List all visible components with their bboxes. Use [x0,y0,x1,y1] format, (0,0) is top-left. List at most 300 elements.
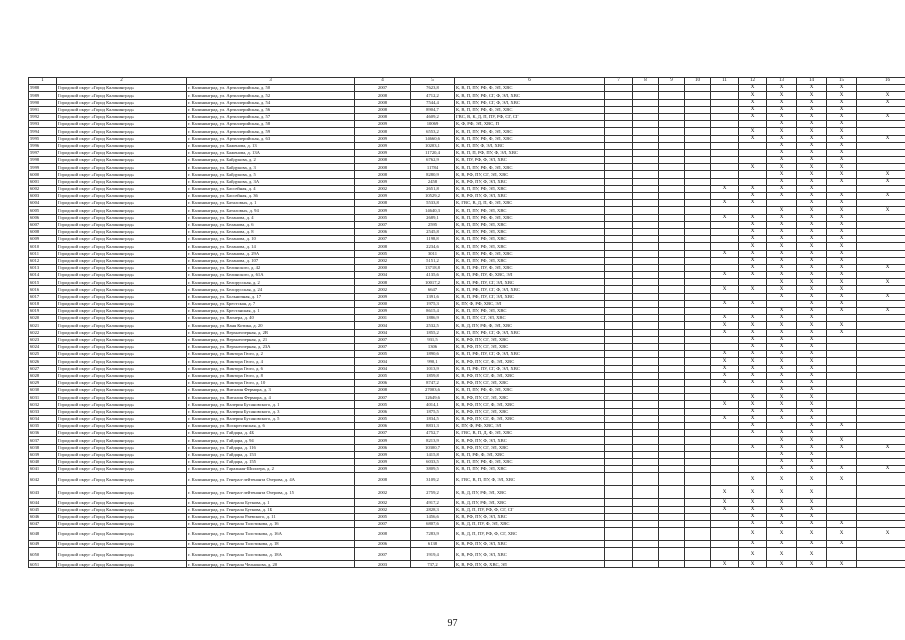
table-cell: 4712,2 [411,92,455,99]
table-cell [605,423,633,430]
mark-cell: X [797,451,827,458]
mark-cell: X [797,214,827,221]
table-row [29,236,905,243]
table-cell: 2007 [355,85,411,92]
mark-cell [827,394,857,401]
mark-cell: X [827,171,857,178]
table-cell: К, В, П, ПУ, РФ, Ф, ЭЛ, ХВС [455,164,605,171]
table-cell: К, В, П, ПУ, Ф, ЭЛ, ХВС [455,142,605,149]
mark-cell: X [857,178,905,185]
table-cell [633,486,659,499]
mark-cell [711,336,739,343]
row-number-cell: 6013 [29,264,57,271]
mark-cell [711,430,739,437]
table-cell: К, В, РФ, ПУ, СГ, ЭЛ, ХВС [455,336,605,343]
table-cell [633,106,659,113]
table-cell: К, ГВС, В, П, Д, Ф, ЭЛ, ХВС [455,430,605,437]
table-cell [605,408,633,415]
mark-cell [857,214,905,221]
table-cell: 13718,8 [411,264,455,271]
table-cell [659,293,685,300]
table-cell: Городской округ «Город Калининград» [57,236,187,243]
table-cell: 4752,7 [411,430,455,437]
table-cell [659,458,685,465]
table-cell [685,214,711,221]
table-row [29,257,905,264]
table-cell [659,243,685,250]
table-row [29,164,905,171]
table-row [29,250,905,257]
table-cell [685,520,711,527]
mark-cell [857,513,905,520]
table-cell: К, В, П, ПУ, РФ, Ф, ЭЛ, ХВС [455,128,605,135]
mark-cell [827,486,857,499]
table-cell [659,329,685,336]
row-number-cell: 6021 [29,322,57,329]
mark-cell [857,315,905,322]
mark-cell [857,365,905,372]
table-cell [685,513,711,520]
row-number-cell: 5999 [29,164,57,171]
mark-cell: X [767,415,797,422]
table-cell: 6033,5 [411,458,455,465]
mark-cell [739,451,767,458]
table-cell [685,548,711,561]
table-cell [685,185,711,192]
mark-cell: X [827,221,857,228]
table-cell: 2008 [355,164,411,171]
mark-cell: X [711,322,739,329]
table-cell [685,300,711,307]
table-cell [605,164,633,171]
mark-cell: X [711,200,739,207]
table-cell: К, В, П, ПУ, РФ, Ф, ЭЛ, ХВС [455,458,605,465]
table-cell: К, В, П, ПУ, РФ, ЭЛ, ХВС [455,308,605,315]
table-cell: Городской округ «Город Калининград» [57,193,187,200]
table-cell [633,142,659,149]
table-cell: 2759,2 [411,486,455,499]
table-cell: Городской округ «Город Калининград» [57,308,187,315]
table-row [29,365,905,372]
table-cell: 2001 [355,315,411,322]
table-cell [633,157,659,164]
column-header: 1 [29,78,57,85]
table-cell [633,372,659,379]
row-number-cell: 6017 [29,293,57,300]
table-cell: 2009 [355,466,411,473]
table-cell: Городской округ «Город Калининград» [57,561,187,568]
mark-cell [857,561,905,568]
mark-cell: X [739,214,767,221]
mark-cell: X [767,401,797,408]
table-cell [605,193,633,200]
table-row [29,351,905,358]
table-cell: г. Калининград, ул. Виктора Гюго, д. 4 [187,358,355,365]
table-cell: 2007 [355,430,411,437]
table-cell: 2545,8 [411,228,455,235]
table-cell [659,236,685,243]
table-cell: К, В, П, П, РФ, ПУ, Ф, ЭЛ, ХВС [455,149,605,156]
mark-cell: X [739,193,767,200]
mark-cell [857,343,905,350]
table-row [29,548,905,561]
table-cell [685,401,711,408]
row-number-cell: 6049 [29,541,57,548]
mark-cell [711,228,739,235]
table-cell [685,121,711,128]
mark-cell: X [739,221,767,228]
table-cell [685,149,711,156]
table-cell: 2006 [355,541,411,548]
table-cell: К, В, П, ПУ, РФ, ЭЛ, ХВС [455,207,605,214]
mark-cell: X [857,264,905,271]
table-cell: 1875,5 [411,408,455,415]
table-cell [605,257,633,264]
table-cell: К, В, П, ПУ, РФ, СГ, Ф, ЭЛ, ХВС [455,99,605,106]
table-cell: 2007 [355,548,411,561]
table-cell [659,430,685,437]
mark-cell [711,541,739,548]
table-cell [659,473,685,486]
mark-cell: X [827,207,857,214]
table-cell [605,113,633,120]
table-cell: 2004 [355,329,411,336]
table-cell: Городской округ «Город Калининград» [57,408,187,415]
table-row [29,329,905,336]
table-cell [659,394,685,401]
mark-cell: X [767,149,797,156]
mark-cell: X [797,221,827,228]
mark-cell: X [797,408,827,415]
table-cell: 1198,8 [411,236,455,243]
mark-cell [827,430,857,437]
row-number-cell: 6016 [29,286,57,293]
mark-cell [857,408,905,415]
row-number-cell: 6008 [29,228,57,235]
mark-cell [711,394,739,401]
table-cell: 1456,6 [411,513,455,520]
table-cell: 1886,9 [411,315,455,322]
table-cell [633,506,659,513]
table-cell [605,200,633,207]
table-cell [605,379,633,386]
table-cell [605,528,633,541]
table-cell [605,214,633,221]
row-number-cell: 6001 [29,178,57,185]
table-cell [659,157,685,164]
row-number-cell: 6029 [29,379,57,386]
mark-cell: X [827,243,857,250]
row-number-cell: 6040 [29,458,57,465]
table-cell: 2009 [355,458,411,465]
table-cell [633,293,659,300]
table-row [29,243,905,250]
mark-cell: X [797,541,827,548]
table-cell: 2002 [355,499,411,506]
mark-cell: X [711,365,739,372]
mark-cell [711,466,739,473]
mark-cell [767,423,797,430]
table-cell: 2008 [355,157,411,164]
mark-cell: X [797,178,827,185]
table-cell: К, В, П, РФ, ПУ, СГ, ЭЛ, ХВС [455,293,605,300]
mark-cell [827,499,857,506]
mark-cell: X [739,444,767,451]
table-cell [659,548,685,561]
table-cell: г. Калининград, ул. Гайдара, д. 155 [187,458,355,465]
mark-cell: X [739,185,767,192]
table-cell: Городской округ «Город Калининград» [57,499,187,506]
mark-cell: X [739,264,767,271]
table-cell [633,243,659,250]
table-cell [659,250,685,257]
mark-cell: X [767,336,797,343]
table-cell: Городской округ «Город Калининград» [57,513,187,520]
table-cell [633,178,659,185]
mark-cell: X [739,408,767,415]
mark-cell: X [797,264,827,271]
mark-cell: X [857,207,905,214]
table-cell: К, Ф, РФ, ЭЛ, ХВС, П [455,121,605,128]
table-cell [659,113,685,120]
mark-cell [827,458,857,465]
mark-cell: X [739,486,767,499]
table-cell: К, В, Д, ПУ, РФ, Ф, ЭЛ, ХВС [455,322,605,329]
mark-cell: X [767,85,797,92]
table-cell: Городской округ «Город Калининград» [57,128,187,135]
mark-cell: X [827,135,857,142]
table-cell: 2532,5 [411,322,455,329]
table-cell [605,236,633,243]
table-cell: Городской округ «Город Калининград» [57,113,187,120]
table-cell [659,135,685,142]
table-cell: г. Калининград, ул. Байдукова, д. 3 [187,164,355,171]
table-cell: 3109,2 [411,473,455,486]
mark-cell: X [827,437,857,444]
table-cell [633,437,659,444]
table-cell: 10300,7 [411,444,455,451]
table-cell: Городской округ «Город Калининград» [57,171,187,178]
table-cell: 1415,8 [411,451,455,458]
mark-cell: X [739,343,767,350]
table-cell: г. Калининград, ул. Виктора Гюго, д. 2 [187,351,355,358]
table-cell: г. Калининград, ул. Беланова, д. 14 [187,243,355,250]
column-header: 6 [455,78,605,85]
table-cell: г. Калининград, ул. Гайдара, д. 153 [187,451,355,458]
mark-cell [827,401,857,408]
table-cell: 2234,6 [411,243,455,250]
table-row [29,520,905,527]
table-cell: 2009 [355,121,411,128]
table-cell: 6762,9 [411,157,455,164]
table-cell [633,329,659,336]
mark-cell [711,99,739,106]
table-cell [659,128,685,135]
table-cell: г. Калининград, ул. Беланова, д. 8 [187,228,355,235]
table-cell: 27003,6 [411,387,455,394]
mark-cell: X [739,513,767,520]
mark-cell [857,228,905,235]
table-cell [659,257,685,264]
table-cell [659,379,685,386]
mark-cell: X [767,279,797,286]
mark-cell: X [739,135,767,142]
table-cell: 1834,5 [411,415,455,422]
table-cell: К, В, П, РФ, ПУ, Ф, ЭЛ, ХВС [455,264,605,271]
mark-cell: X [767,178,797,185]
row-number-cell: 6033 [29,408,57,415]
table-cell [685,351,711,358]
table-cell [633,322,659,329]
mark-cell: X [767,466,797,473]
table-cell: 8280,9 [411,171,455,178]
table-cell [605,99,633,106]
page-number: 97 [447,618,458,629]
table-cell [605,372,633,379]
table-cell: Городской округ «Город Калининград» [57,473,187,486]
mark-cell: X [767,372,797,379]
table-cell [685,315,711,322]
table-cell [659,279,685,286]
mark-cell: X [767,561,797,568]
table-cell: г. Калининград, ул. Белинского, д. 42 [187,264,355,271]
table-cell [633,193,659,200]
mark-cell: X [739,128,767,135]
table-row [29,308,905,315]
table-cell: К, В, РФ, ПУ, СГ, ЭЛ, ХВС [455,394,605,401]
table-cell: Городской округ «Город Калининград» [57,466,187,473]
table-cell: Городской округ «Город Калининград» [57,264,187,271]
table-cell: К, В, П, ПУ, РФ, Ф, ЭЛ, ХВС [455,214,605,221]
mark-cell [711,343,739,350]
mark-cell: X [739,336,767,343]
table-cell [605,520,633,527]
mark-cell: X [767,387,797,394]
table-cell: 2007 [355,336,411,343]
table-cell [633,257,659,264]
table-cell [685,343,711,350]
table-cell: 1855,2 [411,329,455,336]
table-cell: г. Калининград, ул. Верхнеозерная, д. 2В [187,329,355,336]
table-row [29,193,905,200]
mark-cell [739,279,767,286]
table-cell [659,92,685,99]
table-cell: Городской округ «Город Калининград» [57,379,187,386]
mark-cell: X [827,466,857,473]
table-cell: г. Калининград, ул. Верхнеозерная, д. 21 [187,336,355,343]
table-cell: 2007 [355,394,411,401]
table-row [29,264,905,271]
table-cell [685,279,711,286]
row-number-cell: 6041 [29,466,57,473]
table-cell [685,336,711,343]
mark-cell: X [827,300,857,307]
table-cell: 12649,6 [411,394,455,401]
mark-cell: X [767,520,797,527]
table-cell: г. Калининград, ул. Бассейная, д. 4 [187,185,355,192]
mark-cell: X [767,365,797,372]
table-cell [633,99,659,106]
mark-cell [857,520,905,527]
table-cell [685,528,711,541]
mark-cell: X [797,128,827,135]
mark-cell [711,164,739,171]
column-header: 14 [797,78,827,85]
table-cell: 2008 [355,106,411,113]
mark-cell [739,308,767,315]
mark-cell [711,444,739,451]
mark-cell: X [797,430,827,437]
table-cell [605,228,633,235]
mark-cell [711,236,739,243]
table-cell [659,506,685,513]
table-cell [605,279,633,286]
table-cell: 2005 [355,351,411,358]
row-number-cell: 5995 [29,135,57,142]
mark-cell: X [767,99,797,106]
table-cell: г. Калининград, ул. Байдукова, д. 2 [187,157,355,164]
table-cell [685,329,711,336]
mark-cell: X [797,528,827,541]
mark-cell: X [739,113,767,120]
row-number-cell: 6006 [29,214,57,221]
mark-cell [827,343,857,350]
table-row [29,408,905,415]
table-cell: К, В, РФ, ПУ, Ф, ЭЛ, ХВС [455,513,605,520]
mark-cell: X [827,561,857,568]
mark-cell: X [797,548,827,561]
table-cell [685,272,711,279]
table-cell: Городской округ «Город Калининград» [57,351,187,358]
table-cell: 2002 [355,506,411,513]
mark-cell: X [767,541,797,548]
table-row [29,401,905,408]
table-cell: Городской округ «Город Калининград» [57,506,187,513]
table-cell [633,415,659,422]
table-cell [659,401,685,408]
table-cell [659,358,685,365]
mark-cell [711,279,739,286]
table-cell: г. Калининград, ул. Байдукова, д. 3А [187,178,355,185]
table-cell [685,293,711,300]
mark-cell: X [797,135,827,142]
table-cell: 2008 [355,387,411,394]
table-cell: Городской округ «Город Калининград» [57,528,187,541]
table-cell: К, В, П, ПУ, СГ, ЭЛ, ХВС [455,315,605,322]
row-number-cell: 5993 [29,121,57,128]
table-cell [633,561,659,568]
table-cell: Городской округ «Город Калининград» [57,372,187,379]
mark-cell: X [827,106,857,113]
mark-cell [711,548,739,561]
table-cell: 1859,8 [411,372,455,379]
table-cell: г. Калининград, ул. Виктора Гюго, д. 6 [187,365,355,372]
mark-cell: X [767,221,797,228]
table-cell [685,506,711,513]
mark-cell: X [797,444,827,451]
mark-cell: X [739,236,767,243]
mark-cell: X [827,164,857,171]
row-number-cell: 6003 [29,193,57,200]
table-cell: г. Калининград, ул. Больничная, д. 17 [187,293,355,300]
table-cell: г. Калининград, ул. Артиллерийская, д. 58 [187,121,355,128]
mark-cell: X [739,541,767,548]
table-cell [633,221,659,228]
table-cell: г. Калининград, ул. Артиллерийская, д. 50 [187,85,355,92]
table-cell [605,157,633,164]
mark-cell: X [711,561,739,568]
table-cell: г. Калининград, ул. Виталия Фермора, д. 4 [187,394,355,401]
